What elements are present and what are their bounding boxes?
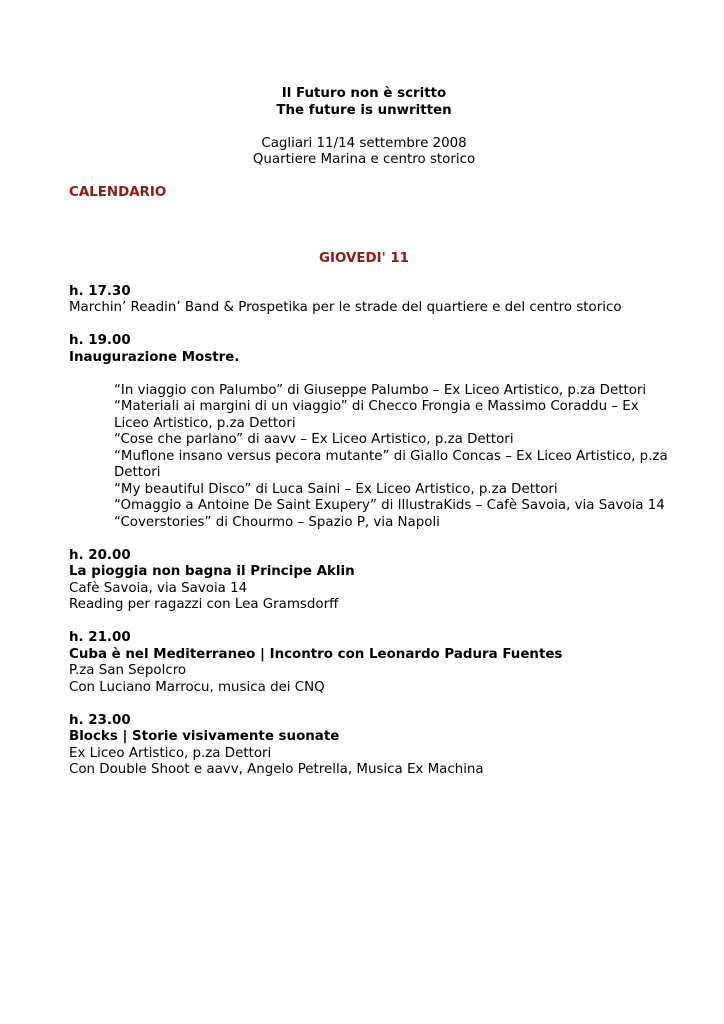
event-2300 <box>69 713 659 779</box>
document-page <box>69 86 668 779</box>
event-title: Inaugurazione Mostre. <box>69 349 240 365</box>
exhibit-item: “Coverstories” di Chourmo – Spazio P, via Napoli <box>114 514 440 530</box>
event-1730 <box>69 284 659 317</box>
exhibit-item: “Materiali ai margini di un viaggio” di Checco Frongia e Massimo Coraddu – Ex Liceo Artistico, p.za Dettori <box>114 399 639 431</box>
event-title: La pioggia non bagna il Principe Aklin <box>69 564 355 579</box>
event-description: Marchin’ Readin’ Band & Prospetika per le strade del quartiere e del centro storico <box>69 300 622 315</box>
event-venue: Ex Liceo Artistico, p.za Dettori <box>69 745 272 761</box>
event-location: Quartiere Marina e centro storico <box>252 152 476 167</box>
exhibit-item: “Omaggio a Antoine De Saint Exupery” di IllustraKids – Cafè Savoia, via Savoia 14 <box>114 498 665 513</box>
event-venue: P.za San Sepolcro <box>69 663 187 678</box>
event-time: h. 19.00 <box>69 333 131 348</box>
event-venue: Cafè Savoia, via Savoia 14 <box>69 580 248 596</box>
calendar-heading: CALENDARIO <box>69 185 167 200</box>
day-heading: GIOVEDI' 11 <box>318 250 409 266</box>
exhibit-item: “Muflone insano versus pecora mutante” di Giallo Concas – Ex Liceo Artistico, p.za Dettori <box>114 448 668 480</box>
event-2000 <box>69 548 659 614</box>
event-1900 <box>69 333 668 531</box>
event-2100 <box>69 630 659 696</box>
event-time: h. 21.00 <box>69 630 131 645</box>
event-details: Con Double Shoot e aavv, Angelo Petrella, Musica Ex Machina <box>69 762 484 777</box>
event-details: Reading per ragazzi con Lea Gramsdorff <box>69 597 339 612</box>
event-title: Cuba è nel Mediterraneo | Incontro con Leonardo Padura Fuentes <box>69 646 563 662</box>
event-dates: Cagliari 11/14 settembre 2008 <box>261 135 467 151</box>
event-time: h. 20.00 <box>69 547 131 563</box>
event-time: h. 23.00 <box>69 712 131 728</box>
document-header <box>69 86 659 169</box>
exhibit-item: “In viaggio con Palumbo” di Giuseppe Palumbo – Ex Liceo Artistico, p.za Dettori <box>114 382 647 398</box>
exhibit-item: “Cose che parlano” di aavv – Ex Liceo Artistico, p.za Dettori <box>114 432 514 447</box>
event-details: Con Luciano Marrocu, musica dei CNQ <box>69 679 325 695</box>
title-english: The future is unwritten <box>276 102 452 118</box>
title-italian: Il Futuro non è scritto <box>281 86 447 101</box>
exhibit-list <box>69 382 668 532</box>
exhibit-item: “My beautiful Disco” di Luca Saini – Ex Liceo Artistico, p.za Dettori <box>114 481 558 497</box>
event-time: h. 17.30 <box>69 283 131 299</box>
event-title: Blocks | Storie visivamente suonate <box>69 729 340 744</box>
